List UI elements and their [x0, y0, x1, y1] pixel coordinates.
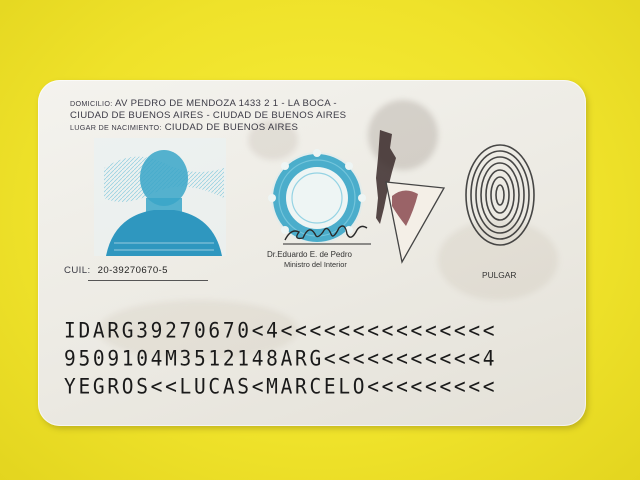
signature [281, 214, 373, 248]
nacimiento-label: LUGAR DE NACIMIENTO: [70, 123, 162, 132]
domicilio-line-2: CIUDAD DE BUENOS AIRES - CIUDAD DE BUENOS AIRES [70, 110, 347, 121]
cuil-underline [88, 280, 208, 281]
mrz-line-3: YEGROS<<LUCAS<MARCELO<<<<<<<<< [64, 374, 498, 399]
mrz-line-2: 9509104M3512148ARG<<<<<<<<<<<4 [64, 346, 498, 371]
cuil-row [64, 265, 168, 276]
cuil-label: CUIL: [64, 265, 91, 276]
cuil-value: 20-39270670-5 [97, 265, 168, 276]
domicilio-value: AV PEDRO DE MENDOZA 1433 2 1 - LA BOCA - [114, 98, 337, 109]
id-card [38, 80, 586, 426]
signatory-name: Dr.Eduardo E. de Pedro [267, 250, 352, 259]
ghost-photo [94, 138, 226, 256]
domicilio-line-1 [70, 98, 337, 109]
nacimiento-line [70, 122, 298, 133]
signatory-title: Ministro del Interior [284, 260, 347, 269]
thumb-label: PULGAR [482, 270, 517, 280]
antarctica-map-icon [384, 176, 446, 266]
fingerprint-image [462, 140, 538, 250]
nacimiento-value: CIUDAD DE BUENOS AIRES [164, 122, 299, 133]
domicilio-label: DOMICILIO: [70, 99, 113, 108]
mrz-line-1: IDARG39270670<4<<<<<<<<<<<<<<< [64, 318, 498, 343]
